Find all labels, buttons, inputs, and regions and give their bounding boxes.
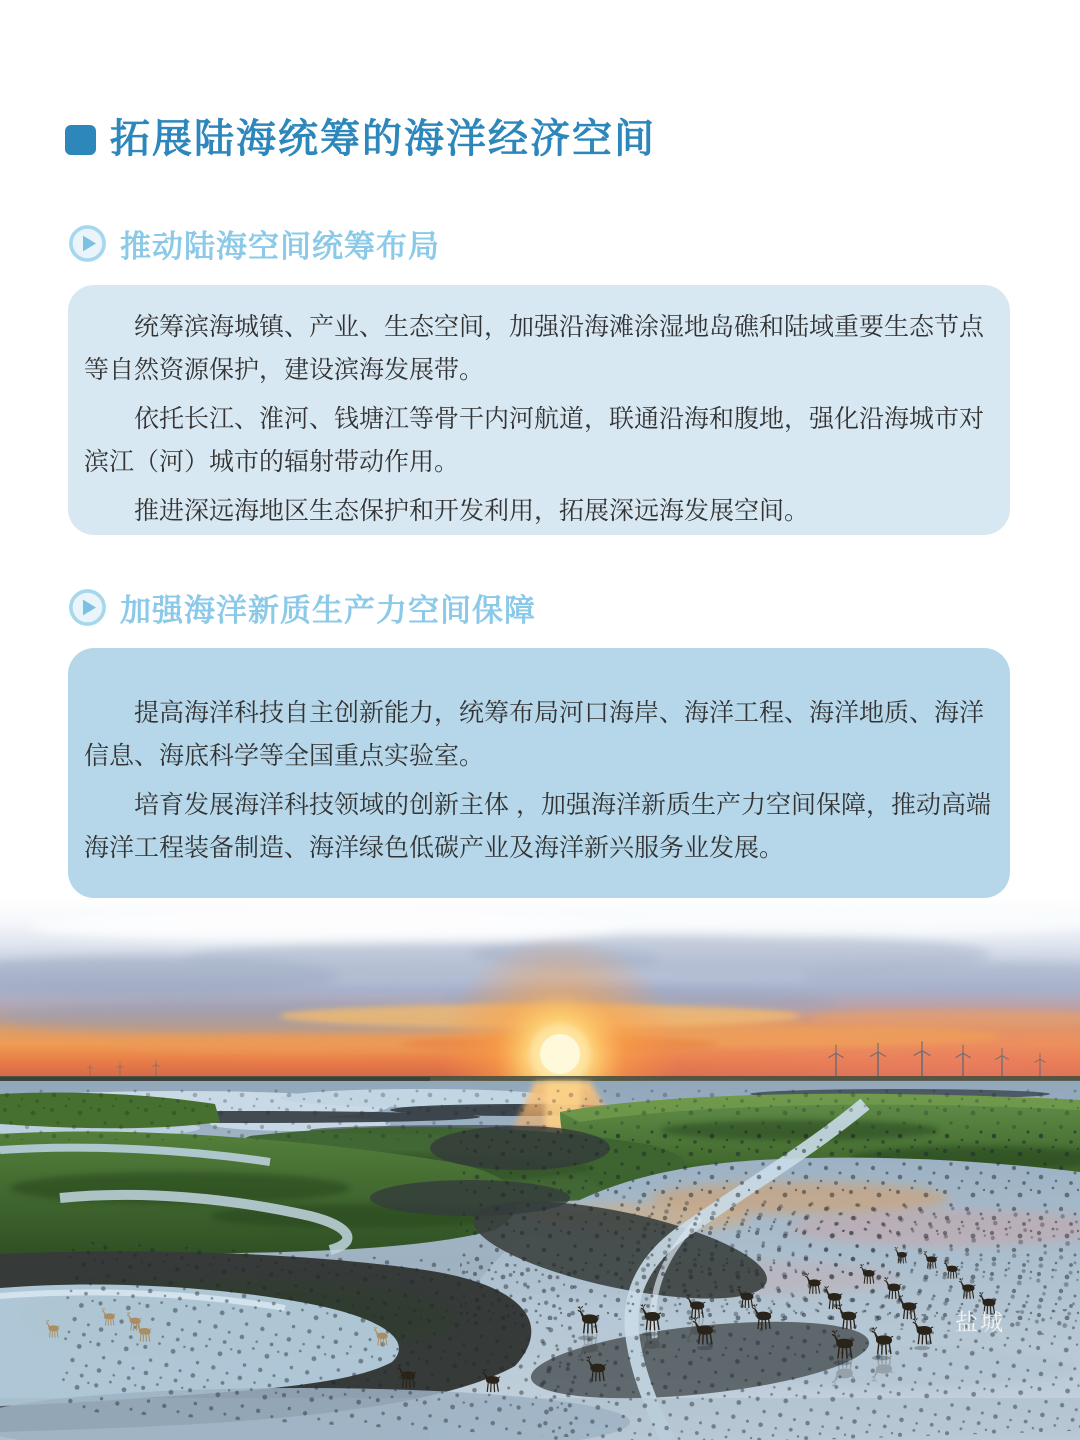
play-icon (68, 588, 107, 627)
body-paragraph: 提高海洋科技自主创新能力，统筹布局河口海岸、海洋工程、海洋地质、海洋信息、海底科学等全国重点实验室。 (84, 699, 985, 770)
photo-watermark: 盐城 (955, 1310, 1005, 1335)
page-title: 拓展陆海统筹的海洋经济空间 (110, 116, 656, 161)
subsection-title: 推动陆海空间统筹布局 (120, 229, 440, 264)
subsection-title: 加强海洋新质生产力空间保障 (120, 593, 536, 628)
content-box-2 (68, 648, 1010, 898)
subsection-heading-1 (68, 221, 440, 266)
body-paragraph: 培育发展海洋科技领域的创新主体 ，加强海洋新质生产力空间保障，推动高端海洋工程装备制造、海洋绿色低碳产业及海洋新兴服务业发展。 (84, 791, 991, 862)
body-paragraph: 统筹滨海城镇、产业、生态空间，加强沿海滩涂湿地岛礁和陆域重要生态节点等自然资源保护，建设滨海发展带。 (84, 313, 985, 384)
wetland-sunset-photo (0, 898, 1080, 1440)
body-paragraph: 推进深远海地区生态保护和开发利用，拓展深远海发展空间。 (134, 497, 810, 525)
square-bullet-icon (65, 125, 96, 155)
subsection-heading-2 (68, 585, 536, 630)
content-box-1 (68, 285, 1010, 535)
section-title-row (65, 114, 656, 164)
play-icon (68, 224, 107, 263)
wetland-photo-canvas (0, 898, 1080, 1440)
body-paragraph: 依托长江、淮河、钱塘江等骨干内河航道，联通沿海和腹地，强化沿海城市对滨江（河）城市的辐射带动作用。 (84, 405, 985, 476)
